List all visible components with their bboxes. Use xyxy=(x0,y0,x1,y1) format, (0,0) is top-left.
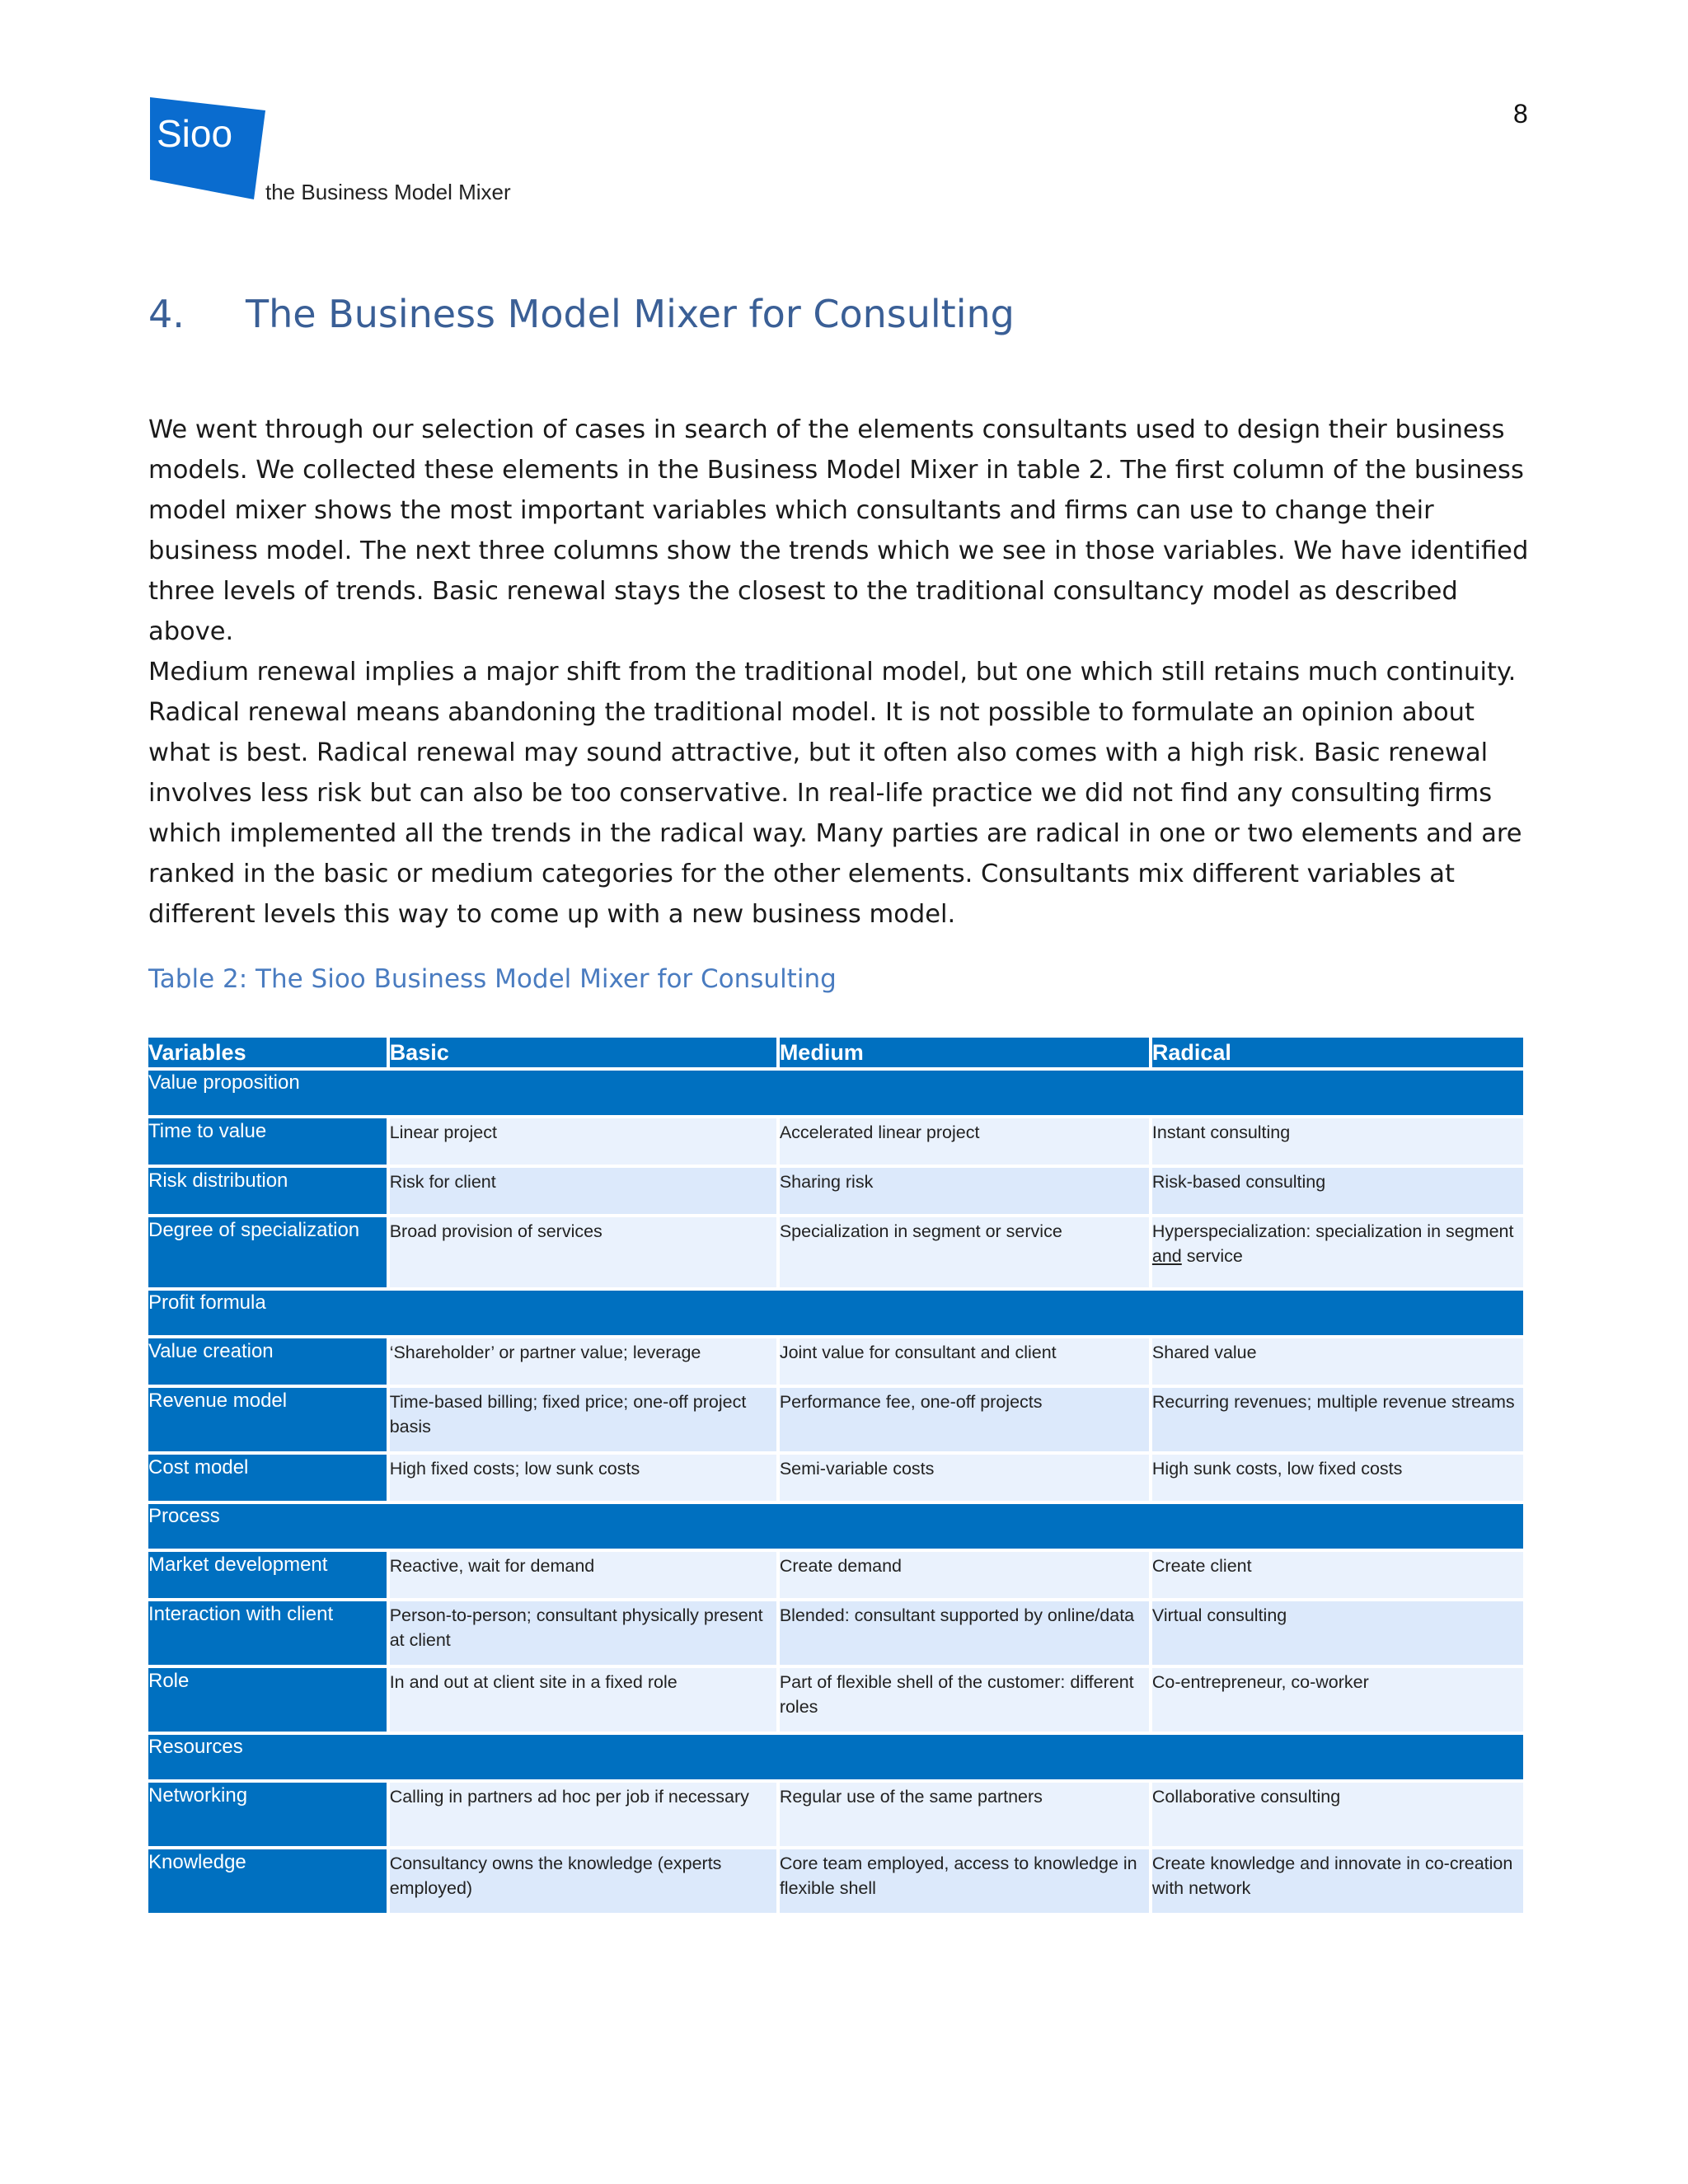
table-row xyxy=(148,1118,1523,1165)
variable-cell: Degree of specialization xyxy=(148,1217,387,1287)
variable-cell: Role xyxy=(148,1668,387,1732)
basic-cell: In and out at client site in a fixed role xyxy=(390,1668,776,1732)
variable-cell: Cost model xyxy=(148,1455,387,1501)
medium-cell: Performance fee, one-off projects xyxy=(780,1388,1149,1451)
logo-text: Sioo xyxy=(157,112,233,155)
radical-text: Hyperspecialization: specialization in segment xyxy=(1151,1221,1514,1241)
section-row xyxy=(148,1504,1523,1549)
radical-cell: Create client xyxy=(1152,1552,1523,1598)
variable-cell: Revenue model xyxy=(148,1388,387,1451)
tagline: the Business Model Mixer xyxy=(265,180,511,204)
section-label: Resources xyxy=(148,1735,1523,1779)
radical-cell: Instant consulting xyxy=(1152,1118,1523,1165)
medium-cell: Create demand xyxy=(780,1552,1149,1598)
column-header: Radical xyxy=(1152,1038,1523,1067)
medium-cell: Part of flexible shell of the customer: different roles xyxy=(780,1668,1149,1732)
basic-cell: Risk for client xyxy=(390,1168,776,1214)
medium-cell: Specialization in segment or service xyxy=(780,1217,1149,1287)
medium-cell: Core team employed, access to knowledge in flexible shell xyxy=(780,1849,1149,1913)
table-caption: Table 2: The Sioo Business Model Mixer for Consulting xyxy=(148,964,837,994)
radical-cell: Recurring revenues; multiple revenue streams xyxy=(1152,1388,1523,1451)
page-number: 8 xyxy=(1513,99,1528,129)
radical-text-and: and xyxy=(1151,1246,1182,1266)
radical-cell: Risk-based consulting xyxy=(1152,1168,1523,1214)
variable-cell: Market development xyxy=(148,1552,387,1598)
section-label: Profit formula xyxy=(148,1291,1523,1335)
basic-cell: High fixed costs; low sunk costs xyxy=(390,1455,776,1501)
variable-cell: Knowledge xyxy=(148,1849,387,1913)
paragraph: Medium renewal implies a major shift from the traditional model, but one which still retains much continuity. Radical renewal means abandoning the traditional model. It is not possible to formulate an opinion about what is best. Radical renewal may sound attractive, but it often also comes with a high risk. Basic renewal involves less risk but can also be too conservative. In real-life practice we did not find any consulting firms which implemented all the trends in the radical way. Many parties are radical in one or two elements and are ranked in the basic or medium categories for the other elements. Consultants mix different variables at different levels this way to come up with a new business model. xyxy=(148,658,1522,929)
body-text xyxy=(148,410,1541,935)
basic-cell: Person-to-person; consultant physically present at client xyxy=(390,1601,776,1665)
medium-cell: Semi-variable costs xyxy=(780,1455,1149,1501)
radical-cell: Shared value xyxy=(1152,1338,1523,1385)
table-row xyxy=(148,1849,1523,1913)
table-row xyxy=(148,1601,1523,1665)
table-row xyxy=(148,1552,1523,1598)
section-row xyxy=(148,1071,1523,1115)
section-row xyxy=(148,1291,1523,1335)
variable-cell: Risk distribution xyxy=(148,1168,387,1214)
basic-cell: Broad provision of services xyxy=(390,1217,776,1287)
table-row xyxy=(148,1668,1523,1732)
basic-cell: ‘Shareholder’ or partner value; leverage xyxy=(390,1338,776,1385)
table-row xyxy=(148,1455,1523,1501)
radical-cell xyxy=(1152,1217,1523,1287)
table-row xyxy=(148,1168,1523,1214)
business-model-mixer-table xyxy=(145,1034,1526,1916)
variable-cell: Networking xyxy=(148,1783,387,1846)
section-row xyxy=(148,1735,1523,1779)
medium-cell: Sharing risk xyxy=(780,1168,1149,1214)
medium-cell: Accelerated linear project xyxy=(780,1118,1149,1165)
medium-cell: Regular use of the same partners xyxy=(780,1783,1149,1846)
radical-cell: Create knowledge and innovate in co-creation with network xyxy=(1152,1849,1523,1913)
basic-cell: Time-based billing; fixed price; one-off project basis xyxy=(390,1388,776,1451)
radical-text: service xyxy=(1181,1246,1243,1266)
variable-cell: Value creation xyxy=(148,1338,387,1385)
column-header: Basic xyxy=(390,1038,776,1067)
radical-cell: High sunk costs, low fixed costs xyxy=(1152,1455,1523,1501)
paragraph: We went through our selection of cases in search of the elements consultants used to design their business models. We collected these elements in the Business Model Mixer in table 2. The first column of the business model mixer shows the most important variables which consultants and firms can use to change their business model. The next three columns show the trends which we see in those variables. We have identified three levels of trends. Basic renewal stays the closest to the traditional consultancy model as described above. xyxy=(148,415,1529,646)
variable-cell: Interaction with client xyxy=(148,1601,387,1665)
variable-cell: Time to value xyxy=(148,1118,387,1165)
sioo-logo xyxy=(148,97,267,200)
table-row xyxy=(148,1783,1523,1846)
radical-cell: Collaborative consulting xyxy=(1152,1783,1523,1846)
basic-cell: Linear project xyxy=(390,1118,776,1165)
section-heading xyxy=(148,292,1015,336)
medium-cell: Joint value for consultant and client xyxy=(780,1338,1149,1385)
table-row xyxy=(148,1388,1523,1451)
section-title: The Business Model Mixer for Consulting xyxy=(246,292,1015,336)
radical-cell: Virtual consulting xyxy=(1152,1601,1523,1665)
column-header: Variables xyxy=(148,1038,387,1067)
basic-cell: Reactive, wait for demand xyxy=(390,1552,776,1598)
section-label: Process xyxy=(148,1504,1523,1549)
table-header-row xyxy=(148,1038,1523,1067)
table-row xyxy=(148,1217,1523,1287)
section-number: 4. xyxy=(148,292,185,336)
radical-cell: Co-entrepreneur, co-worker xyxy=(1152,1668,1523,1732)
basic-cell: Calling in partners ad hoc per job if necessary xyxy=(390,1783,776,1846)
section-label: Value proposition xyxy=(148,1071,1523,1115)
column-header: Medium xyxy=(780,1038,1149,1067)
medium-cell: Blended: consultant supported by online/data xyxy=(780,1601,1149,1665)
basic-cell: Consultancy owns the knowledge (experts employed) xyxy=(390,1849,776,1913)
table-row xyxy=(148,1338,1523,1385)
